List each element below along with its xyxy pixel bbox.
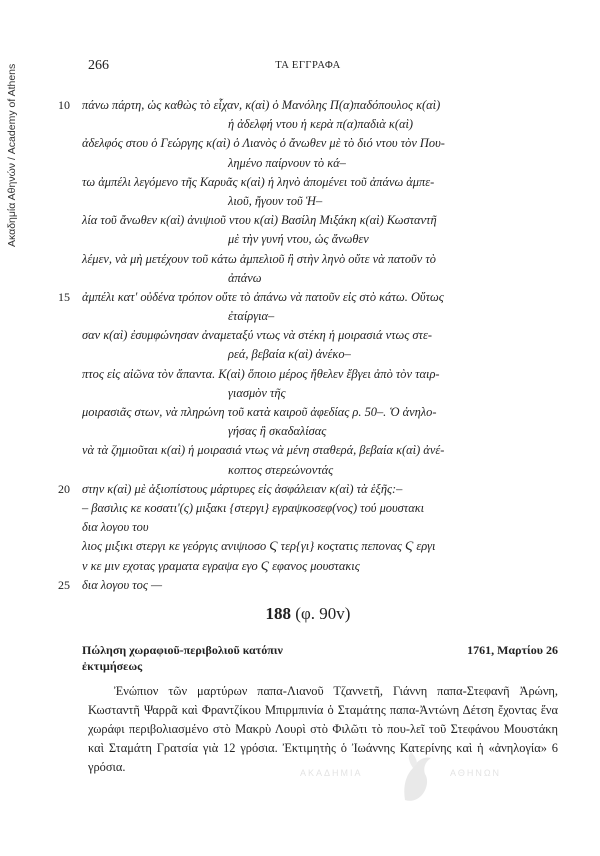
text-line <box>58 230 558 249</box>
document-number-heading <box>58 604 558 624</box>
document-text-lines <box>58 96 558 595</box>
line-text: πτος εἰς αἰῶνα τὸν ἅπαντα. Κ(αὶ) ὅποιο μέρος ἤθελεν ἔβγει ἀπὸ τὸν ταιρ- <box>82 366 440 381</box>
page-number: 266 <box>88 58 109 73</box>
line-number: 10 <box>58 98 70 112</box>
line-text: μοιρασιᾶς στων, νὰ πληρώνη τοῦ κατὰ καιροῦ ἀφεδίας ρ. 50–. Ὁ ἀνηλο- <box>82 405 437 419</box>
line-text: σαν κ(αὶ) ἐσυμφώνησαν ἀναμεταξύ ντως νὰ στέκη ἡ μοιρασιά ντως στε- <box>82 328 432 343</box>
text-line <box>58 403 558 422</box>
document-subject: Πώληση χωραφιοῦ-περιβολιοῦ κατόπιν ἐκτιμήσεως <box>82 643 283 673</box>
text-line <box>58 441 558 460</box>
line-text: ἀπάνω <box>228 270 262 285</box>
text-line <box>58 576 558 595</box>
text-line <box>58 499 558 518</box>
page-header <box>58 58 558 78</box>
text-line <box>58 537 558 556</box>
athena-head-icon <box>395 750 439 806</box>
document-number: 188 <box>265 604 292 623</box>
line-text: ν κε μιν εχοτας γραματα εγραψα εγο Ϛ εφανος μουστακις <box>82 558 360 573</box>
text-line <box>58 422 558 441</box>
line-number: 20 <box>58 481 70 496</box>
line-text: τω ἀμπέλι λεγόμενο τῆς Καρυᾶς κ(αὶ) ἡ ληνὸ ἀπομένει τοῦ ἀπάνω ἀμπε- <box>82 174 435 189</box>
text-line <box>58 154 558 173</box>
text-line <box>58 384 558 403</box>
line-text: στην κ(αὶ) μὲ ἀξιοπίστους μάρτυρες εἰς ἀσφάλειαν κ(αὶ) τὰ ἑξῆς:– <box>82 481 403 496</box>
text-line <box>58 307 558 326</box>
line-text: λημένο παίρνουν τὸ κά– <box>228 155 346 170</box>
text-line <box>58 461 558 480</box>
line-text: λιοῦ, ἤγουν τοῦ Ἡ– <box>228 193 323 208</box>
text-line <box>58 192 558 211</box>
text-line <box>58 96 558 115</box>
line-text: ἀμπέλι κατ' οὐδένα τρόπον οὔτε τὸ ἀπάνω νὰ πατοῦν εἰς στὸ κάτω. Οὕτως <box>82 289 444 304</box>
text-line <box>58 211 558 230</box>
line-text: δια λογου του <box>82 520 149 535</box>
text-line <box>58 250 558 269</box>
line-text: δια λογου τος — <box>82 577 163 592</box>
line-text: νὰ τὰ ζημιοῦται κ(αὶ) ἡ μοιρασιά ντως νὰ μένη σταθερά, βεβαία κ(αὶ) ἀνέ- <box>82 443 445 458</box>
academy-watermark <box>300 750 530 810</box>
line-text: ἀδελφός στου ὁ Γεώργης κ(αὶ) ὁ Λιανὸς ὁ ἄνωθεν μὲ τὸ διό ντου τὸν Που- <box>82 136 445 151</box>
summary-paragraph: Ἐνώπιον τῶν μαρτύρων παπα-Λιανοῦ Τζαννετῆ, Γιάννη παπα-Στεφανῆ Ἀρώνη, Κωσταντῆ Ψαρρᾶ καὶ Φραντζίκου Μπιρμπινία ὁ Σταμάτης παπα-Ἀντώνη Δέτση ἔχοντας ἕνα χωράφι περιβολιασμένο στὸ Μακρὺ Λουρὶ στὸ Φιλῶτι τὸ που-λεῖ τοῦ Στεφάνου Μουστάκη καὶ Σταμάτη Γρατσία γιὰ 12 γρόσια. Ἐκτιμητὴς ὁ Ἰωάννης Κατερίνης καὶ ἡ «ἀνηλογία» 6 γρόσια. <box>88 684 558 774</box>
line-text: μὲ τὴν γυνή ντου, ὡς ἄνωθεν <box>228 232 369 247</box>
line-text: ρεά, βεβαία κ(αὶ) ἀνέκο– <box>228 347 351 362</box>
text-line <box>58 345 558 364</box>
document-date: 1761, Μαρτίου 26 <box>467 643 558 657</box>
text-line <box>58 557 558 576</box>
line-number: 25 <box>58 577 70 592</box>
line-text: γήσας ἢ σκαδαλίσας <box>228 424 327 439</box>
line-text: ἡ ἀδελφή ντου ἡ κερὰ π(α)παδιὰ κ(αὶ) <box>228 117 414 132</box>
line-text: πάνω πάρτη, ὡς καθὼς τὸ εἶχαν, κ(αὶ) ὁ Μανόλης Π(α)παδόπουλος κ(αὶ) <box>82 98 441 112</box>
text-line <box>58 365 558 384</box>
text-line <box>58 288 558 307</box>
document-folio: (φ. 90v) <box>295 604 351 623</box>
watermark-right-text: ΑΘΗΝΩΝ <box>450 768 502 778</box>
line-text: λιος μιξικι στεργι κε γεόργις ανιψιοσο Ϛ τερ{γι} κοςτατις πεπονας Ϛ εργι <box>82 539 436 554</box>
line-text: λέμεν, νὰ μὴ μετέχουν τοῦ κάτω ἀμπελιοῦ ἢ στὴν ληνὸ οὔτε νὰ πατοῦν τὸ <box>82 251 436 266</box>
line-text: κοπτος στερεώνοντάς <box>228 462 334 477</box>
watermark-left-text: ΑΚΑΔΗΜΙΑ <box>300 768 363 778</box>
line-text: λία τοῦ ἄνωθεν κ(αὶ) ἀνιψιοῦ ντου κ(αὶ) Βασίλη Μιξάκη κ(αὶ) Κωσταντῆ <box>82 213 437 228</box>
text-line <box>58 269 558 288</box>
text-line <box>58 173 558 192</box>
line-number: 15 <box>58 289 70 304</box>
line-text: ἐταίργια– <box>228 309 275 324</box>
academy-side-stamp: Ακαδημία Αθηνών / Academy of Athens <box>6 63 18 247</box>
running-title: ΤΑ ΕΓΓΡΑΦΑ <box>275 60 341 71</box>
text-line <box>58 480 558 499</box>
text-line <box>58 115 558 134</box>
text-line <box>58 518 558 537</box>
line-text: γιασμὸν τῆς <box>228 385 286 400</box>
text-line <box>58 134 558 153</box>
text-line <box>58 326 558 345</box>
line-text: – βασιλις κε κοσατι'(ς) μιξακι {στεργι} εγραψκοσεφ(νος) τού μουστακι <box>82 500 425 515</box>
